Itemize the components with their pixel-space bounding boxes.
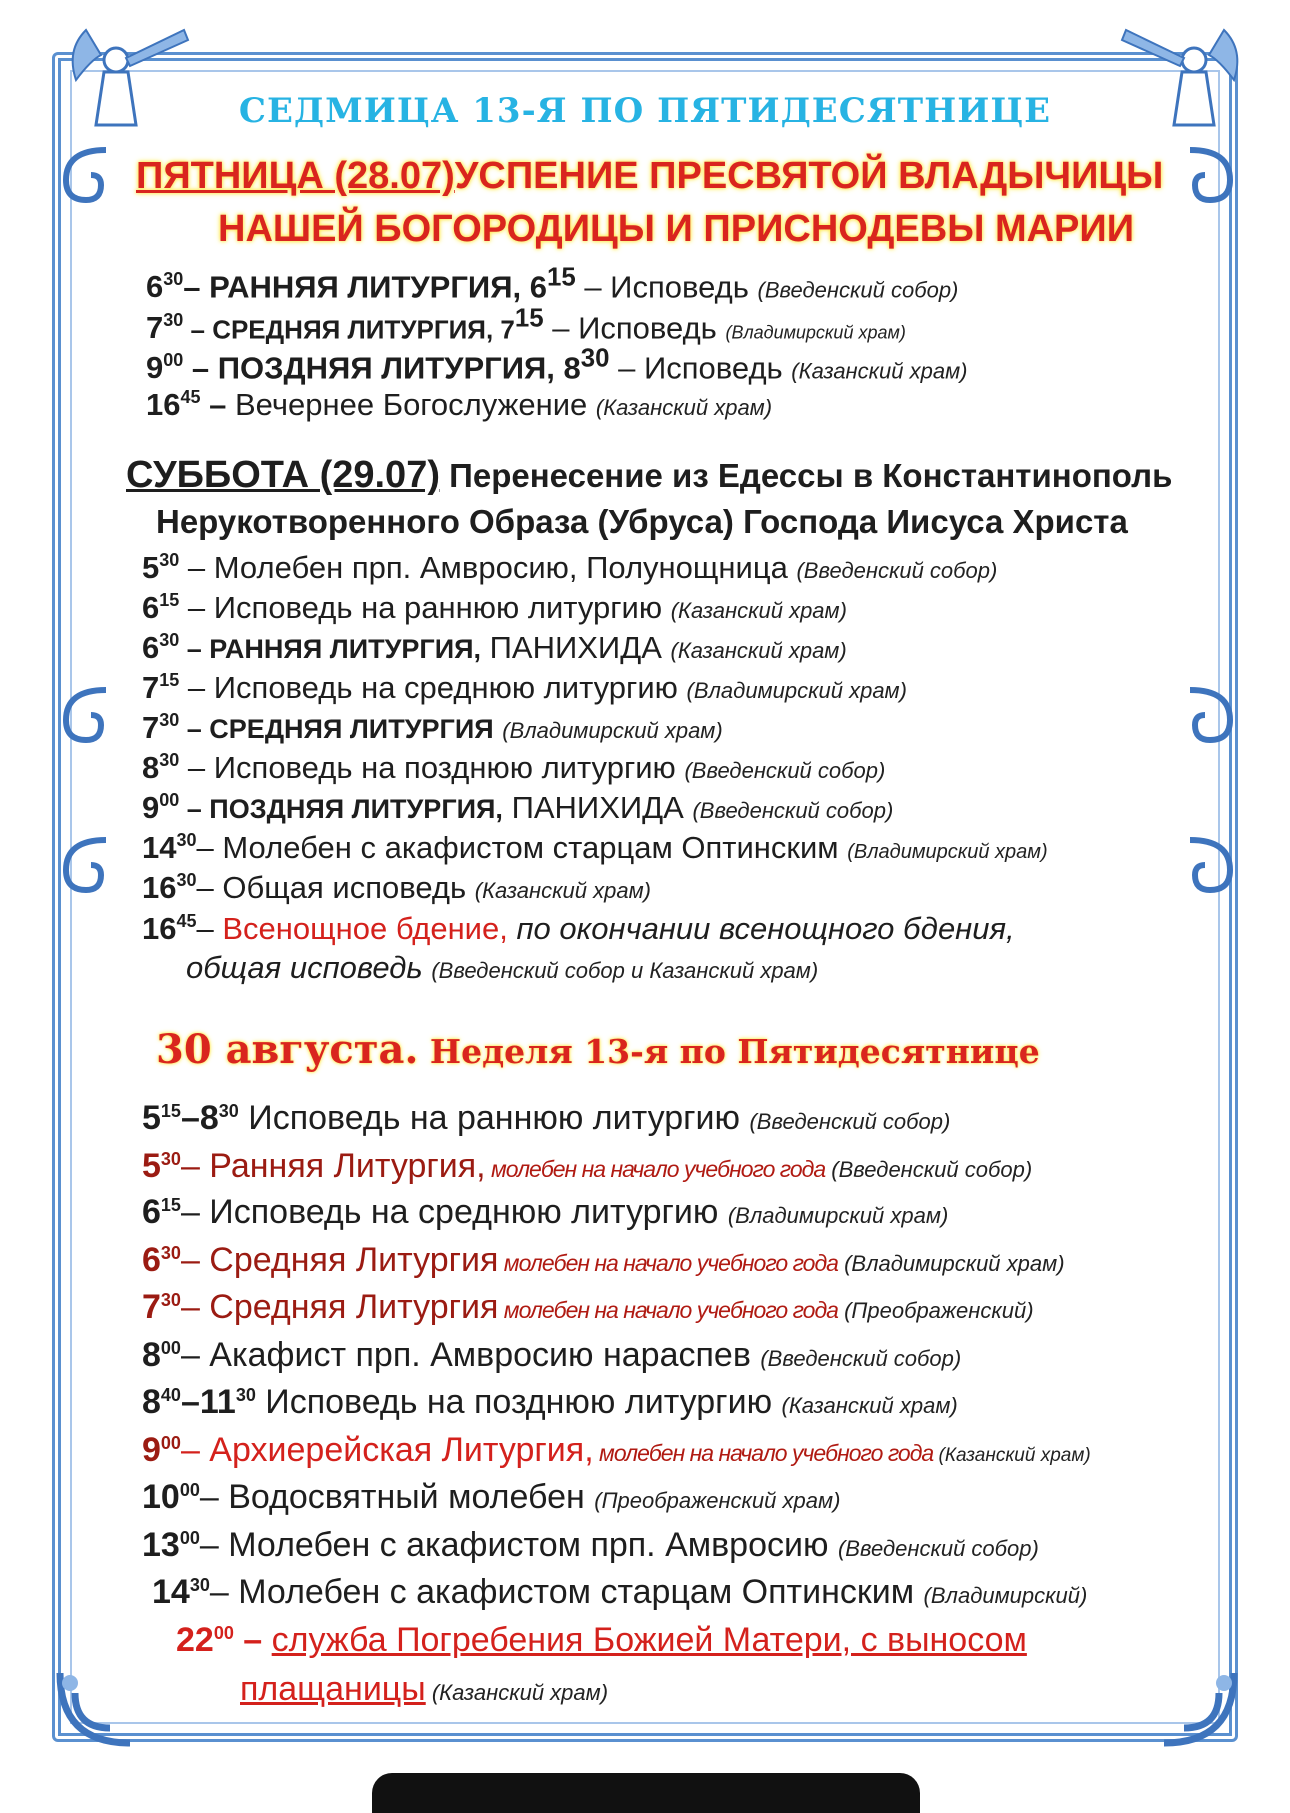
friday-feast-line-2: НАШЕЙ БОГОРОДИЦЫ И ПРИСНОДЕВЫ МАРИИ xyxy=(218,208,1135,250)
saturday-item: $16^{30}-$ Общая исповедь (Казанский храм) xyxy=(142,870,651,905)
friday-feast-line-1: ПЯТНИЦА (28.07)УСПЕНИЕ ПРЕСВЯТОЙ ВЛАДЫЧИЦЫ xyxy=(136,155,1164,197)
saturday-item: $6^{15}$ – Исповедь на раннюю литургию (Казанский храм) xyxy=(142,590,847,625)
sunday-item: $10^{00}-$ Водосвятный молебен (Преображенский храм) xyxy=(142,1478,841,1516)
sunday-item: $14^{30}-$ Молебен с акафистом старцам Оптинским (Владимирский) xyxy=(152,1573,1088,1611)
sunday-item: $5^{15}-8^{30}$ Исповедь на раннюю литургию (Введенский собор) xyxy=(142,1099,951,1137)
sunday-last-service: $22^{00}$ – служба Погребения Божией Матери, с выносом xyxy=(176,1621,1027,1659)
saturday-item: $7^{15}$ – Исповедь на среднюю литургию (Владимирский храм) xyxy=(142,670,907,705)
sunday-item: $6^{15}-$ Исповедь на среднюю литургию (Владимирский храм) xyxy=(142,1193,949,1231)
saturday-item: $6^{30}$ – РАННЯЯ ЛИТУРГИЯ, ПАНИХИДА (Казанский храм) xyxy=(142,630,847,665)
week-title: СЕДМИЦА 13-Я ПО ПЯТИДЕСЯТНИЦЕ xyxy=(238,91,1052,131)
sunday-item: $8^{40}-11^{30}$ Исповедь на позднюю литургию (Казанский храм) xyxy=(142,1383,958,1421)
sunday-item: $6^{30}-$ Средняя Литургия молебен на начало учебного года (Владимирский храм) xyxy=(142,1241,1065,1279)
saturday-item: $14^{30}-$ Молебен с акафистом старцам Оптинским (Владимирский храм) xyxy=(142,830,1048,865)
scroll-ornament-icon xyxy=(1172,680,1250,758)
sunday-heading: 30 августа. Неделя 13-я по Пятидесятнице xyxy=(156,1026,1040,1073)
corner-ornament-icon xyxy=(1144,1653,1254,1763)
scroll-ornament-icon xyxy=(46,830,124,908)
sunday-item: $13^{00}-$ Молебен с акафистом прп. Амвросию (Введенский собор) xyxy=(142,1526,1039,1564)
scroll-ornament-icon xyxy=(46,140,124,218)
saturday-date: СУББОТА (29.07) xyxy=(126,454,440,496)
scroll-ornament-icon xyxy=(46,680,124,758)
saturday-vigil: $16^{45}-$ Всенощное бдение, по окончании всенощного бдения, xyxy=(142,911,1015,946)
saturday-item: $8^{30}$ – Исповедь на позднюю литургию (Введенский собор) xyxy=(142,750,886,785)
friday-item: $9^{00}$ – ПОЗДНЯЯ ЛИТУРГИЯ, $8^{30}$ – Исповедь (Казанский храм) xyxy=(146,345,968,386)
home-indicator-bar xyxy=(372,1773,920,1813)
friday-item: $7^{30}$ – СРЕДНЯЯ ЛИТУРГИЯ, $7^{15}$ – Исповедь (Владимирский храм) xyxy=(146,305,906,346)
saturday-item: $5^{30}$ – Молебен прп. Амвросию, Полунощница (Введенский собор) xyxy=(142,550,998,585)
sunday-item: $9^{00}-$ Архиерейская Литургия, молебен на начало учебного года (Казанский храм) xyxy=(142,1431,1091,1469)
friday-date: ПЯТНИЦА (28.07) xyxy=(136,155,455,197)
scroll-ornament-icon xyxy=(1172,830,1250,908)
sunday-last-service-line-2: плащаницы (Казанский храм) xyxy=(240,1670,609,1708)
saturday-heading: СУББОТА (29.07) Перенесение из Едессы в Константинополь xyxy=(126,454,1173,496)
saturday-item: $7^{30}$ – СРЕДНЯЯ ЛИТУРГИЯ (Владимирский храм) xyxy=(142,710,723,745)
corner-ornament-icon xyxy=(40,1653,150,1763)
saturday-item: $9^{00}$ – ПОЗДНЯЯ ЛИТУРГИЯ, ПАНИХИДА (Введенский собор) xyxy=(142,790,894,825)
sunday-item: $8^{00}-$ Акафист прп. Амвросию нараспев (Введенский собор) xyxy=(142,1336,962,1374)
saturday-vigil-line-2: общая исповедь (Введенский собор и Казанский храм) xyxy=(186,950,819,985)
sunday-item: $5^{30}-$ Ранняя Литургия, молебен на начало учебного года (Введенский собор) xyxy=(142,1147,1033,1185)
sunday-item: $7^{30}-$ Средняя Литургия молебен на начало учебного года (Преображенский) xyxy=(142,1288,1034,1326)
friday-item: $6^{30}-$ РАННЯЯ ЛИТУРГИЯ, $6^{15}$ – Исповедь (Введенский собор) xyxy=(146,264,959,305)
scroll-ornament-icon xyxy=(1172,140,1250,218)
saturday-feast-line-2: Нерукотворенного Образа (Убруса) Господа Иисуса Христа xyxy=(156,503,1128,540)
friday-item: $16^{45}$ – Вечернее Богослужение (Казанский храм) xyxy=(146,387,773,422)
